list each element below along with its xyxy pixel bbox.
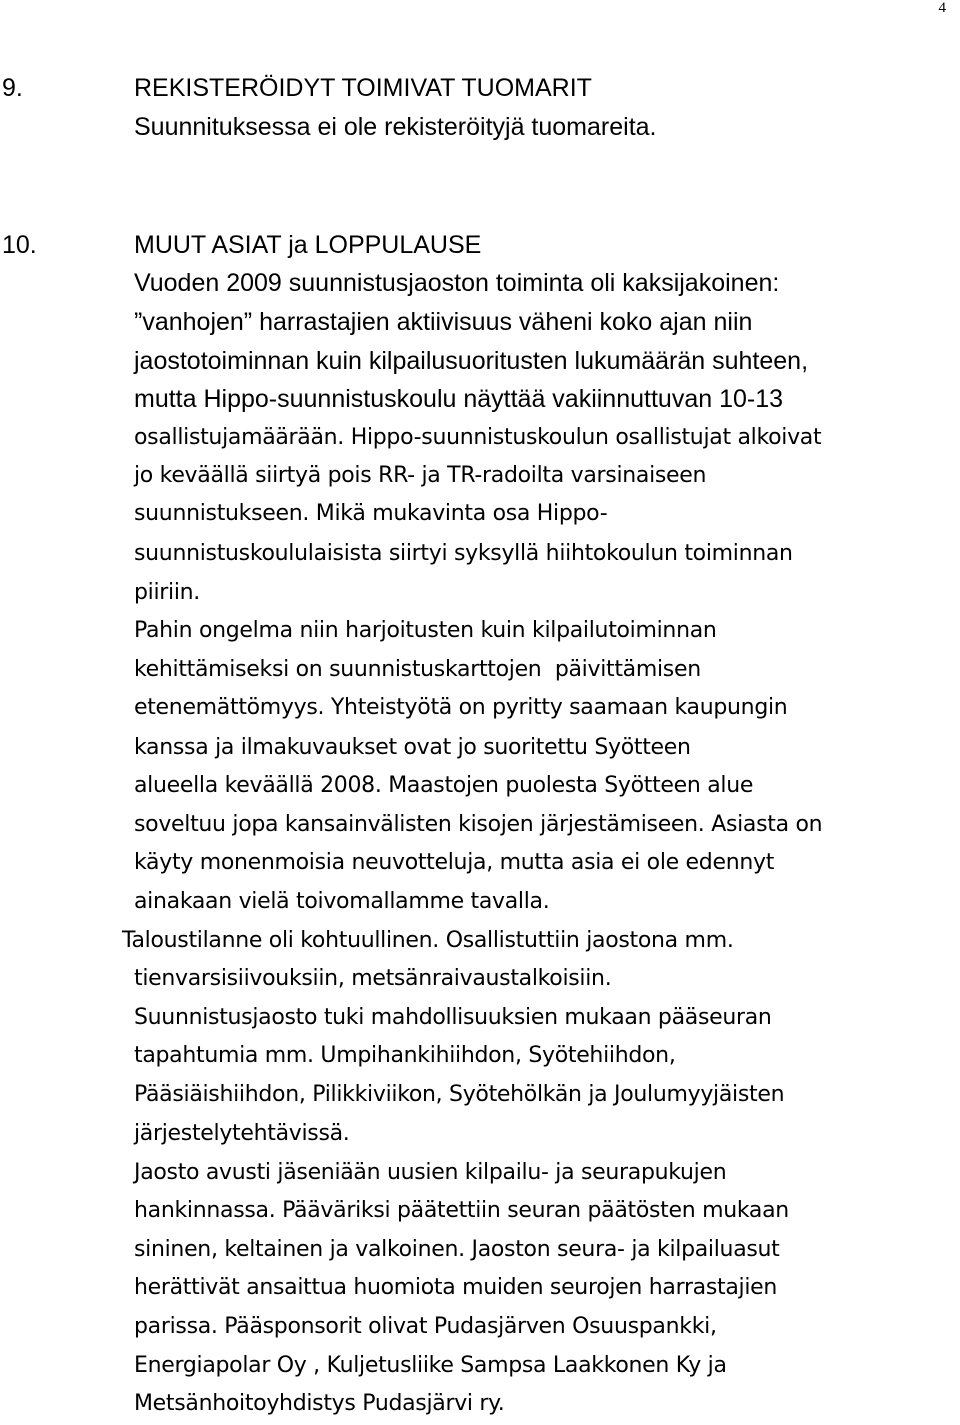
- section-9-heading: REKISTERÖIDYT TOIMIVAT TUOMARIT: [134, 74, 592, 102]
- section-10-text-line: Suunnistusjaosto tuki mahdollisuuksien mukaan pääseuran: [134, 1005, 772, 1030]
- section-10-text-line: järjestelytehtävissä.: [134, 1121, 350, 1146]
- section-10-text-line: Jaosto avusti jäseniään uusien kilpailu- ja seurapukujen: [134, 1160, 727, 1185]
- section-10-text-line: hankinnassa. Pääväriksi päätettiin seuran päätösten mukaan: [134, 1198, 789, 1223]
- section-10-text-line: soveltuu jopa kansainvälisten kisojen järjestämiseen. Asiasta on: [134, 812, 823, 837]
- section-10-text-line: suunnistuskoululaisista siirtyi syksyllä hiihtokoulun toiminnan: [134, 541, 793, 566]
- section-10-text-line: ainakaan vielä toivomallamme tavalla.: [134, 889, 550, 914]
- page-number: 4: [938, 0, 946, 16]
- section-10-text-line: Energiapolar Oy , Kuljetusliike Sampsa Laakkonen Ky ja: [134, 1353, 727, 1378]
- section-10-text-line: herättivät ansaittua huomiota muiden seurojen harrastajien: [134, 1275, 778, 1300]
- section-10-text-line: osallistujamäärään. Hippo-suunnistuskoulun osallistujat alkoivat: [134, 425, 822, 450]
- section-10-text-line: piiriin.: [134, 580, 200, 605]
- section-10-text-line: suunnistukseen. Mikä mukavinta osa Hippo-: [134, 501, 608, 526]
- section-10-text-line: sininen, keltainen ja valkoinen. Jaoston seura- ja kilpailuasut: [134, 1237, 780, 1262]
- section-10-text-line: tapahtumia mm. Umpihankihiihdon, Syötehiihdon,: [134, 1043, 676, 1068]
- section-10-text-line: jaostotoiminnan kuin kilpailusuoritusten lukumäärän suhteen,: [134, 347, 809, 375]
- section-10-text-line: parissa. Pääsponsorit olivat Pudasjärven Osuuspankki,: [134, 1314, 717, 1339]
- section-10-text-line: kehittämiseksi on suunnistuskarttojen päivittämisen: [134, 657, 701, 682]
- section-10-text-line: ”vanhojen” harrastajien aktiivisuus väheni koko ajan niin: [134, 308, 753, 336]
- section-10-number: 10.: [2, 231, 37, 259]
- section-9-number: 9.: [2, 74, 23, 102]
- section-10-text-line: tienvarsisiivouksiin, metsänraivaustalkoisiin.: [134, 966, 612, 991]
- section-10-text-line: Vuoden 2009 suunnistusjaoston toiminta oli kaksijakoinen:: [134, 269, 780, 297]
- section-10-text-line: kanssa ja ilmakuvaukset ovat jo suoritettu Syötteen: [134, 735, 691, 760]
- section-10-text-line: Taloustilanne oli kohtuullinen. Osallistuttiin jaostona mm.: [122, 928, 734, 953]
- section-10-text-line: Pahin ongelma niin harjoitusten kuin kilpailutoiminnan: [134, 618, 717, 643]
- section-10-text-line: alueella keväällä 2008. Maastojen puolesta Syötteen alue: [134, 773, 754, 798]
- section-10-heading: MUUT ASIAT ja LOPPULAUSE: [134, 231, 482, 259]
- section-10-text-line: Pääsiäishiihdon, Pilikkiviikon, Syötehölkän ja Joulumyyjäisten: [134, 1082, 785, 1107]
- section-10-text-line: mutta Hippo-suunnistuskoulu näyttää vakiinnuttuvan 10-13: [134, 385, 784, 413]
- section-10-text-line: Metsänhoitoyhdistys Pudasjärvi ry.: [134, 1391, 505, 1416]
- section-10-text-line: etenemättömyys. Yhteistyötä on pyritty saamaan kaupungin: [134, 695, 788, 720]
- section-10-text-line: jo keväällä siirtyä pois RR- ja TR-radoilta varsinaiseen: [134, 463, 707, 488]
- section-9-text-line: Suunnituksessa ei ole rekisteröityjä tuomareita.: [134, 113, 657, 141]
- section-10-text-line: käyty monenmoisia neuvotteluja, mutta asia ei ole edennyt: [134, 850, 775, 875]
